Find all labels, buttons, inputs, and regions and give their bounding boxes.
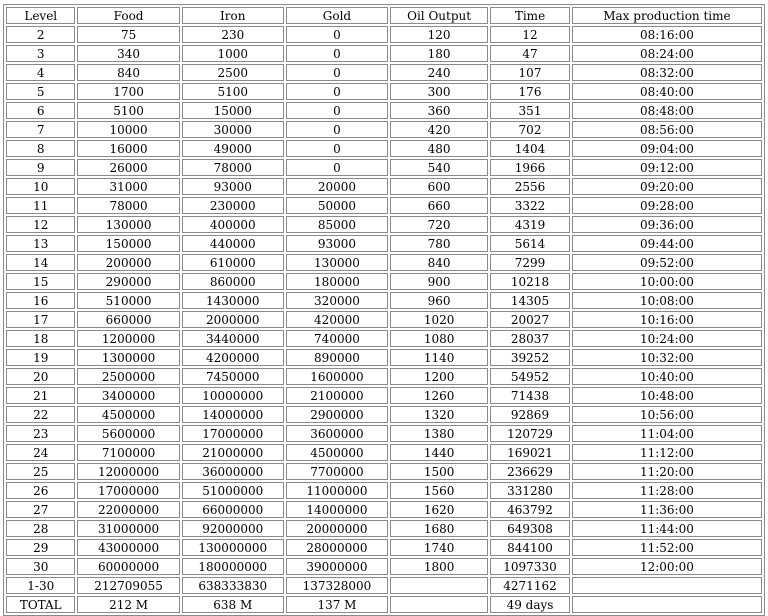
cell-gold: 0 (286, 102, 388, 119)
cell-oil-output: 720 (390, 216, 488, 233)
cell-level: 27 (6, 501, 75, 518)
table-row (6, 368, 762, 385)
cell-gold: 0 (286, 45, 388, 62)
cell-max-production-time: 10:24:00 (572, 330, 762, 347)
cell-iron: 14000000 (182, 406, 284, 423)
cell-max-production-time (572, 577, 762, 594)
cell-max-production-time: 11:52:00 (572, 539, 762, 556)
cell-level: 26 (6, 482, 75, 499)
cell-gold: 137 M (286, 596, 388, 613)
cell-max-production-time: 08:32:00 (572, 64, 762, 81)
cell-iron: 610000 (182, 254, 284, 271)
table-row (6, 235, 762, 252)
cell-max-production-time: 10:56:00 (572, 406, 762, 423)
cell-food: 660000 (77, 311, 179, 328)
cell-gold: 740000 (286, 330, 388, 347)
cell-time: 7299 (490, 254, 570, 271)
cell-oil-output: 780 (390, 235, 488, 252)
table-row (6, 349, 762, 366)
cell-gold: 50000 (286, 197, 388, 214)
cell-food: 26000 (77, 159, 179, 176)
table-row (6, 64, 762, 81)
cell-food: 1300000 (77, 349, 179, 366)
cell-iron: 860000 (182, 273, 284, 290)
cell-oil-output: 1620 (390, 501, 488, 518)
cell-level: 22 (6, 406, 75, 423)
cell-level: 1-30 (6, 577, 75, 594)
cell-iron: 93000 (182, 178, 284, 195)
cell-food: 340 (77, 45, 179, 62)
cell-oil-output: 1440 (390, 444, 488, 461)
cell-oil-output: 1140 (390, 349, 488, 366)
cell-food: 12000000 (77, 463, 179, 480)
table-row (6, 330, 762, 347)
cell-gold: 0 (286, 26, 388, 43)
cell-food: 4500000 (77, 406, 179, 423)
cell-time: 20027 (490, 311, 570, 328)
cell-oil-output: 540 (390, 159, 488, 176)
table-row (6, 273, 762, 290)
cell-oil-output: 960 (390, 292, 488, 309)
cell-iron: 7450000 (182, 368, 284, 385)
table-row (6, 482, 762, 499)
cell-gold: 1600000 (286, 368, 388, 385)
header-iron: Iron (182, 7, 284, 24)
cell-food: 200000 (77, 254, 179, 271)
header-time: Time (490, 7, 570, 24)
cell-time: 1404 (490, 140, 570, 157)
cell-max-production-time: 11:28:00 (572, 482, 762, 499)
cell-max-production-time: 11:12:00 (572, 444, 762, 461)
cell-level: 19 (6, 349, 75, 366)
cell-time: 1966 (490, 159, 570, 176)
cell-gold: 11000000 (286, 482, 388, 499)
cell-max-production-time: 08:24:00 (572, 45, 762, 62)
table-row (6, 26, 762, 43)
cell-oil-output: 480 (390, 140, 488, 157)
cell-iron: 400000 (182, 216, 284, 233)
cell-iron: 5100 (182, 83, 284, 100)
cell-level: 6 (6, 102, 75, 119)
cell-time: 10218 (490, 273, 570, 290)
cell-food: 150000 (77, 235, 179, 252)
table-row (6, 539, 762, 556)
table-row (6, 102, 762, 119)
cell-level: 21 (6, 387, 75, 404)
table-row (6, 520, 762, 537)
cell-food: 5600000 (77, 425, 179, 442)
cell-oil-output: 300 (390, 83, 488, 100)
cell-food: 3400000 (77, 387, 179, 404)
cell-food: 1700 (77, 83, 179, 100)
cell-time: 4319 (490, 216, 570, 233)
cell-iron: 17000000 (182, 425, 284, 442)
cell-oil-output: 120 (390, 26, 488, 43)
cell-level: 20 (6, 368, 75, 385)
table-row (6, 444, 762, 461)
cell-food: 510000 (77, 292, 179, 309)
table-row (6, 311, 762, 328)
cell-oil-output: 1320 (390, 406, 488, 423)
cell-level: 15 (6, 273, 75, 290)
production-table-container (3, 4, 765, 616)
cell-oil-output (390, 577, 488, 594)
cell-iron: 10000000 (182, 387, 284, 404)
cell-time: 28037 (490, 330, 570, 347)
cell-max-production-time: 09:36:00 (572, 216, 762, 233)
cell-gold: 0 (286, 140, 388, 157)
cell-food: 43000000 (77, 539, 179, 556)
cell-gold: 3600000 (286, 425, 388, 442)
cell-level: 11 (6, 197, 75, 214)
cell-time: 844100 (490, 539, 570, 556)
cell-time: 47 (490, 45, 570, 62)
cell-food: 22000000 (77, 501, 179, 518)
cell-oil-output: 840 (390, 254, 488, 271)
cell-time: 5614 (490, 235, 570, 252)
cell-iron: 4200000 (182, 349, 284, 366)
cell-oil-output: 1680 (390, 520, 488, 537)
cell-iron: 30000 (182, 121, 284, 138)
cell-time: 92869 (490, 406, 570, 423)
cell-time: 702 (490, 121, 570, 138)
cell-food: 16000 (77, 140, 179, 157)
cell-max-production-time: 10:16:00 (572, 311, 762, 328)
cell-iron: 2500 (182, 64, 284, 81)
cell-oil-output: 360 (390, 102, 488, 119)
cell-oil-output: 900 (390, 273, 488, 290)
cell-level: 25 (6, 463, 75, 480)
cell-time: 54952 (490, 368, 570, 385)
cell-iron: 230 (182, 26, 284, 43)
table-row (6, 406, 762, 423)
table-row (6, 178, 762, 195)
cell-gold: 28000000 (286, 539, 388, 556)
table-row (6, 140, 762, 157)
cell-iron: 36000000 (182, 463, 284, 480)
cell-time: 107 (490, 64, 570, 81)
header-food: Food (77, 7, 179, 24)
table-row (6, 501, 762, 518)
cell-food: 78000 (77, 197, 179, 214)
table-body (6, 26, 762, 613)
cell-food: 5100 (77, 102, 179, 119)
cell-max-production-time: 11:04:00 (572, 425, 762, 442)
cell-food: 17000000 (77, 482, 179, 499)
cell-time: 71438 (490, 387, 570, 404)
cell-max-production-time: 10:00:00 (572, 273, 762, 290)
header-oil-output: Oil Output (390, 7, 488, 24)
cell-max-production-time: 11:44:00 (572, 520, 762, 537)
cell-oil-output: 1260 (390, 387, 488, 404)
cell-oil-output: 1500 (390, 463, 488, 480)
table-row (6, 159, 762, 176)
cell-time: 3322 (490, 197, 570, 214)
cell-time: 14305 (490, 292, 570, 309)
cell-gold: 39000000 (286, 558, 388, 575)
cell-level: 13 (6, 235, 75, 252)
table-row (6, 425, 762, 442)
cell-iron: 21000000 (182, 444, 284, 461)
cell-max-production-time: 11:20:00 (572, 463, 762, 480)
cell-max-production-time: 09:28:00 (572, 197, 762, 214)
cell-oil-output: 240 (390, 64, 488, 81)
cell-level: 24 (6, 444, 75, 461)
cell-max-production-time: 08:16:00 (572, 26, 762, 43)
cell-food: 7100000 (77, 444, 179, 461)
table-row (6, 197, 762, 214)
cell-oil-output: 1200 (390, 368, 488, 385)
table-row (6, 216, 762, 233)
cell-oil-output: 1020 (390, 311, 488, 328)
table-row (6, 254, 762, 271)
cell-gold: 0 (286, 121, 388, 138)
cell-iron: 78000 (182, 159, 284, 176)
cell-iron: 130000000 (182, 539, 284, 556)
cell-time: 39252 (490, 349, 570, 366)
cell-gold: 93000 (286, 235, 388, 252)
cell-time: 331280 (490, 482, 570, 499)
cell-max-production-time: 10:32:00 (572, 349, 762, 366)
cell-gold: 2100000 (286, 387, 388, 404)
cell-max-production-time: 10:40:00 (572, 368, 762, 385)
cell-oil-output (390, 596, 488, 613)
cell-food: 290000 (77, 273, 179, 290)
cell-oil-output: 1380 (390, 425, 488, 442)
cell-level: 23 (6, 425, 75, 442)
cell-gold: 0 (286, 64, 388, 81)
cell-time: 236629 (490, 463, 570, 480)
cell-oil-output: 1080 (390, 330, 488, 347)
cell-gold: 137328000 (286, 577, 388, 594)
cell-max-production-time: 09:44:00 (572, 235, 762, 252)
cell-iron: 1000 (182, 45, 284, 62)
cell-iron: 440000 (182, 235, 284, 252)
table-row (6, 387, 762, 404)
cell-oil-output: 1560 (390, 482, 488, 499)
cell-time: 120729 (490, 425, 570, 442)
cell-iron: 638333830 (182, 577, 284, 594)
cell-gold: 420000 (286, 311, 388, 328)
header-gold: Gold (286, 7, 388, 24)
cell-time: 463792 (490, 501, 570, 518)
cell-level: 4 (6, 64, 75, 81)
cell-level: 29 (6, 539, 75, 556)
cell-iron: 180000000 (182, 558, 284, 575)
cell-iron: 92000000 (182, 520, 284, 537)
cell-level: 18 (6, 330, 75, 347)
cell-level: 7 (6, 121, 75, 138)
table-row (6, 577, 762, 594)
table-row (6, 45, 762, 62)
cell-iron: 3440000 (182, 330, 284, 347)
cell-time: 351 (490, 102, 570, 119)
cell-level: 28 (6, 520, 75, 537)
cell-max-production-time: 08:40:00 (572, 83, 762, 100)
cell-level: 14 (6, 254, 75, 271)
cell-max-production-time: 09:04:00 (572, 140, 762, 157)
cell-food: 212 M (77, 596, 179, 613)
cell-max-production-time: 09:20:00 (572, 178, 762, 195)
cell-time: 12 (490, 26, 570, 43)
cell-food: 1200000 (77, 330, 179, 347)
cell-gold: 890000 (286, 349, 388, 366)
cell-oil-output: 600 (390, 178, 488, 195)
cell-gold: 2900000 (286, 406, 388, 423)
table-row (6, 558, 762, 575)
header-level: Level (6, 7, 75, 24)
cell-gold: 130000 (286, 254, 388, 271)
cell-oil-output: 1800 (390, 558, 488, 575)
cell-max-production-time: 10:08:00 (572, 292, 762, 309)
cell-gold: 320000 (286, 292, 388, 309)
cell-iron: 51000000 (182, 482, 284, 499)
cell-level: 2 (6, 26, 75, 43)
cell-iron: 1430000 (182, 292, 284, 309)
cell-iron: 66000000 (182, 501, 284, 518)
cell-iron: 230000 (182, 197, 284, 214)
cell-max-production-time: 10:48:00 (572, 387, 762, 404)
cell-gold: 0 (286, 83, 388, 100)
cell-max-production-time: 11:36:00 (572, 501, 762, 518)
header-max-production-time: Max production time (572, 7, 762, 24)
cell-time: 49 days (490, 596, 570, 613)
cell-level: TOTAL (6, 596, 75, 613)
cell-oil-output: 420 (390, 121, 488, 138)
cell-max-production-time: 09:52:00 (572, 254, 762, 271)
cell-level: 9 (6, 159, 75, 176)
cell-time: 169021 (490, 444, 570, 461)
table-row (6, 121, 762, 138)
cell-time: 1097330 (490, 558, 570, 575)
cell-max-production-time: 08:56:00 (572, 121, 762, 138)
cell-oil-output: 660 (390, 197, 488, 214)
cell-iron: 15000 (182, 102, 284, 119)
cell-iron: 49000 (182, 140, 284, 157)
cell-level: 16 (6, 292, 75, 309)
cell-level: 10 (6, 178, 75, 195)
cell-food: 212709055 (77, 577, 179, 594)
cell-gold: 0 (286, 159, 388, 176)
cell-food: 840 (77, 64, 179, 81)
cell-food: 2500000 (77, 368, 179, 385)
cell-food: 31000000 (77, 520, 179, 537)
table-row (6, 83, 762, 100)
cell-level: 30 (6, 558, 75, 575)
cell-food: 31000 (77, 178, 179, 195)
table-row (6, 596, 762, 613)
cell-gold: 85000 (286, 216, 388, 233)
production-table (3, 4, 765, 616)
cell-iron: 638 M (182, 596, 284, 613)
cell-max-production-time: 12:00:00 (572, 558, 762, 575)
table-row (6, 463, 762, 480)
cell-max-production-time: 09:12:00 (572, 159, 762, 176)
cell-food: 10000 (77, 121, 179, 138)
cell-max-production-time: 08:48:00 (572, 102, 762, 119)
cell-gold: 4500000 (286, 444, 388, 461)
cell-gold: 20000 (286, 178, 388, 195)
cell-food: 60000000 (77, 558, 179, 575)
cell-gold: 20000000 (286, 520, 388, 537)
cell-gold: 14000000 (286, 501, 388, 518)
cell-oil-output: 180 (390, 45, 488, 62)
cell-food: 75 (77, 26, 179, 43)
cell-level: 17 (6, 311, 75, 328)
cell-oil-output: 1740 (390, 539, 488, 556)
header-row (6, 7, 762, 24)
table-row (6, 292, 762, 309)
cell-level: 8 (6, 140, 75, 157)
cell-level: 5 (6, 83, 75, 100)
cell-gold: 7700000 (286, 463, 388, 480)
cell-max-production-time (572, 596, 762, 613)
cell-time: 649308 (490, 520, 570, 537)
cell-time: 4271162 (490, 577, 570, 594)
cell-time: 176 (490, 83, 570, 100)
cell-level: 12 (6, 216, 75, 233)
cell-food: 130000 (77, 216, 179, 233)
cell-gold: 180000 (286, 273, 388, 290)
cell-iron: 2000000 (182, 311, 284, 328)
cell-level: 3 (6, 45, 75, 62)
cell-time: 2556 (490, 178, 570, 195)
